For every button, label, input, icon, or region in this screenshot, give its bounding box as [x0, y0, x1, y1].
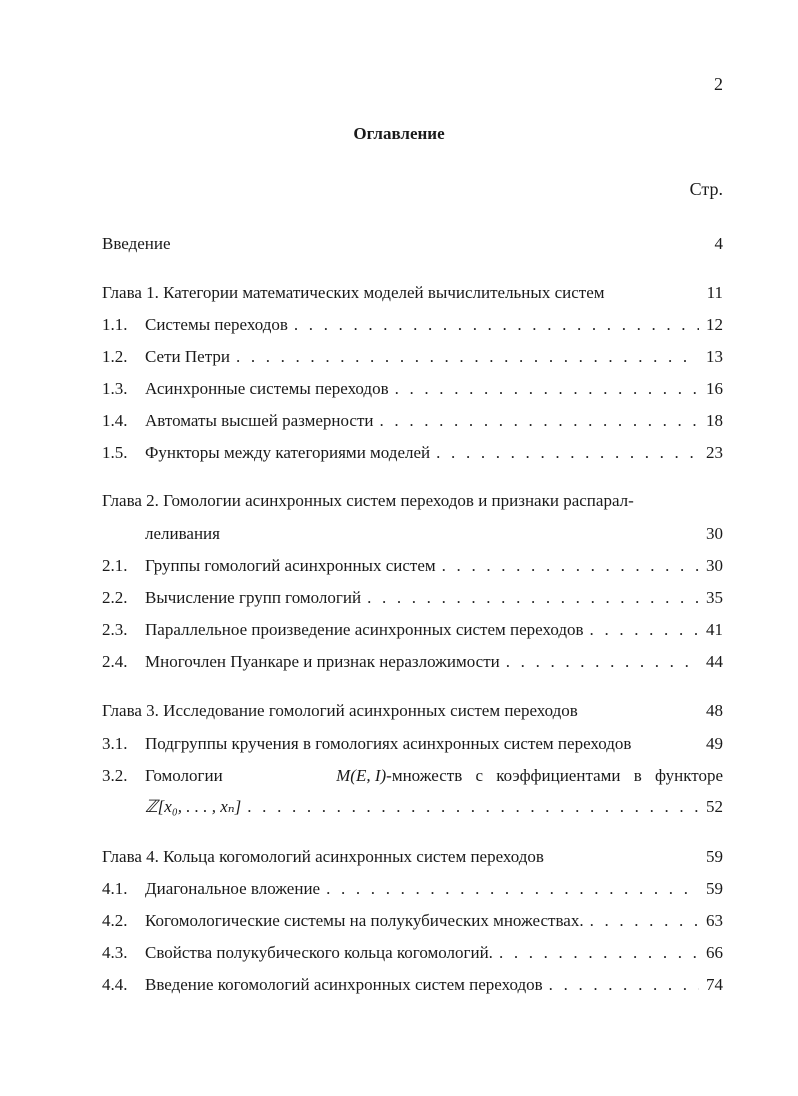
- toc-page: 4: [714, 234, 723, 253]
- toc-label: Параллельное произведение асинхронных систем переходов: [145, 620, 584, 639]
- toc-page: 48: [706, 701, 723, 720]
- toc-leader-dots: [230, 347, 699, 367]
- toc-label: Сети Петри: [145, 347, 230, 366]
- toc-section-1-2[interactable]: [102, 347, 723, 371]
- toc-section-4-2[interactable]: [102, 911, 723, 935]
- toc-label-part: -множеств с коэффициентами в функторе: [386, 766, 723, 785]
- toc-page: 41: [706, 620, 723, 639]
- toc-section-1-5[interactable]: [102, 443, 723, 467]
- page-number: 2: [714, 74, 723, 94]
- toc-number: 2.3.: [102, 620, 128, 639]
- toc-number: 3.2.: [102, 766, 128, 785]
- toc-page: 30: [706, 524, 723, 543]
- toc-label: Свойства полукубического кольца когомологий.: [145, 943, 493, 962]
- toc-label: Введение: [102, 234, 171, 253]
- toc-leader-dots: [543, 975, 699, 995]
- toc-entry-intro[interactable]: [102, 234, 723, 258]
- toc-page: 52: [706, 797, 723, 816]
- toc-label: леливания: [145, 524, 220, 543]
- toc-label: Глава 2. Гомологии асинхронных систем переходов и признаки распарал-: [102, 491, 634, 510]
- toc-leader-dots: [288, 315, 699, 335]
- toc-label: Введение когомологий асинхронных систем переходов: [145, 975, 543, 994]
- toc-label: Функторы между категориями моделей: [145, 443, 431, 462]
- toc-chapter-2-continuation[interactable]: [145, 524, 723, 548]
- toc-label: Подгруппы кручения в гомологиях асинхронных систем переходов: [145, 734, 632, 753]
- toc-label: Когомологические системы на полукубических множествах.: [145, 911, 584, 930]
- toc-page: 63: [706, 911, 723, 930]
- toc-label: Группы гомологий асинхронных систем: [145, 556, 436, 575]
- toc-section-3-2-continuation[interactable]: [145, 797, 723, 821]
- toc-number: 4.1.: [102, 879, 128, 898]
- toc-label-part: [336, 766, 723, 786]
- toc-number: 2.2.: [102, 588, 128, 607]
- page-column-label: Стр.: [689, 179, 723, 199]
- toc-leader-dots: [584, 620, 699, 640]
- toc-page: 11: [706, 283, 723, 302]
- toc-label-part: Гомологии: [145, 766, 223, 785]
- toc-section-2-2[interactable]: [102, 588, 723, 612]
- toc-label: Многочлен Пуанкаре и признак неразложимости: [145, 652, 500, 671]
- toc-section-4-1[interactable]: [102, 879, 723, 903]
- toc-page: 23: [706, 443, 723, 462]
- toc-number: 4.2.: [102, 911, 128, 930]
- math-expression: M(E, I): [336, 766, 387, 785]
- toc-page: 16: [706, 379, 723, 398]
- toc-page: 66: [706, 943, 723, 962]
- toc-section-2-4[interactable]: [102, 652, 723, 676]
- toc-leader-dots: [493, 943, 699, 963]
- toc-number: 2.1.: [102, 556, 128, 575]
- toc-leader-dots: [430, 443, 699, 463]
- toc-number: 4.3.: [102, 943, 128, 962]
- toc-number: 2.4.: [102, 652, 128, 671]
- toc-section-3-1[interactable]: [102, 734, 723, 758]
- toc-chapter-4[interactable]: [102, 847, 723, 871]
- toc-number: 3.1.: [102, 734, 128, 753]
- math-expression: ℤ[x₀, . . . , xₙ]: [145, 797, 242, 816]
- toc-label: Глава 1. Категории математических моделей вычислительных систем: [102, 283, 605, 302]
- toc-label: Асинхронные системы переходов: [145, 379, 389, 398]
- page-title: Оглавление: [353, 124, 445, 143]
- toc-label: Вычисление групп гомологий: [145, 588, 362, 607]
- toc-page: 13: [706, 347, 723, 366]
- toc-number: 1.3.: [102, 379, 128, 398]
- toc-leader-dots: [241, 797, 699, 817]
- toc-page: 74: [706, 975, 723, 994]
- toc-leader-dots: [436, 556, 699, 576]
- toc-leader-dots: [500, 652, 699, 672]
- toc-leader-dots: [584, 911, 699, 931]
- toc-section-1-3[interactable]: [102, 379, 723, 403]
- toc-section-1-4[interactable]: [102, 411, 723, 435]
- toc-chapter-1[interactable]: [102, 283, 723, 307]
- toc-page: 49: [706, 734, 723, 753]
- toc-leader-dots: [320, 879, 699, 899]
- toc-page: 44: [706, 652, 723, 671]
- toc-label: Системы переходов: [145, 315, 288, 334]
- toc-page: 12: [706, 315, 723, 334]
- toc-number: 1.4.: [102, 411, 128, 430]
- toc-section-2-1[interactable]: [102, 556, 723, 580]
- toc-section-2-3[interactable]: [102, 620, 723, 644]
- toc-page: 35: [706, 588, 723, 607]
- toc-label: Глава 4. Кольца когомологий асинхронных систем переходов: [102, 847, 544, 866]
- toc-label: Диагональное вложение: [145, 879, 321, 898]
- toc-number: 4.4.: [102, 975, 128, 994]
- toc-label: Автоматы высшей размерности: [145, 411, 374, 430]
- toc-leader-dots: [374, 411, 699, 431]
- toc-leader-dots: [389, 379, 699, 399]
- toc-page: 59: [706, 879, 723, 898]
- toc-page: 18: [706, 411, 723, 430]
- toc-chapter-2[interactable]: [102, 491, 723, 515]
- toc-leader-dots: [361, 588, 699, 608]
- toc-number: 1.2.: [102, 347, 128, 366]
- toc-number: 1.5.: [102, 443, 128, 462]
- toc-number: 1.1.: [102, 315, 128, 334]
- toc-section-3-2[interactable]: [102, 766, 723, 790]
- toc-chapter-3[interactable]: [102, 701, 723, 725]
- toc-label: [145, 766, 723, 786]
- toc-page: 30: [706, 556, 723, 575]
- toc-section-1-1[interactable]: [102, 315, 723, 339]
- toc-label: Глава 3. Исследование гомологий асинхронных систем переходов: [102, 701, 578, 720]
- toc-section-4-4[interactable]: [102, 975, 723, 999]
- toc-page: 59: [706, 847, 723, 866]
- toc-section-4-3[interactable]: [102, 943, 723, 967]
